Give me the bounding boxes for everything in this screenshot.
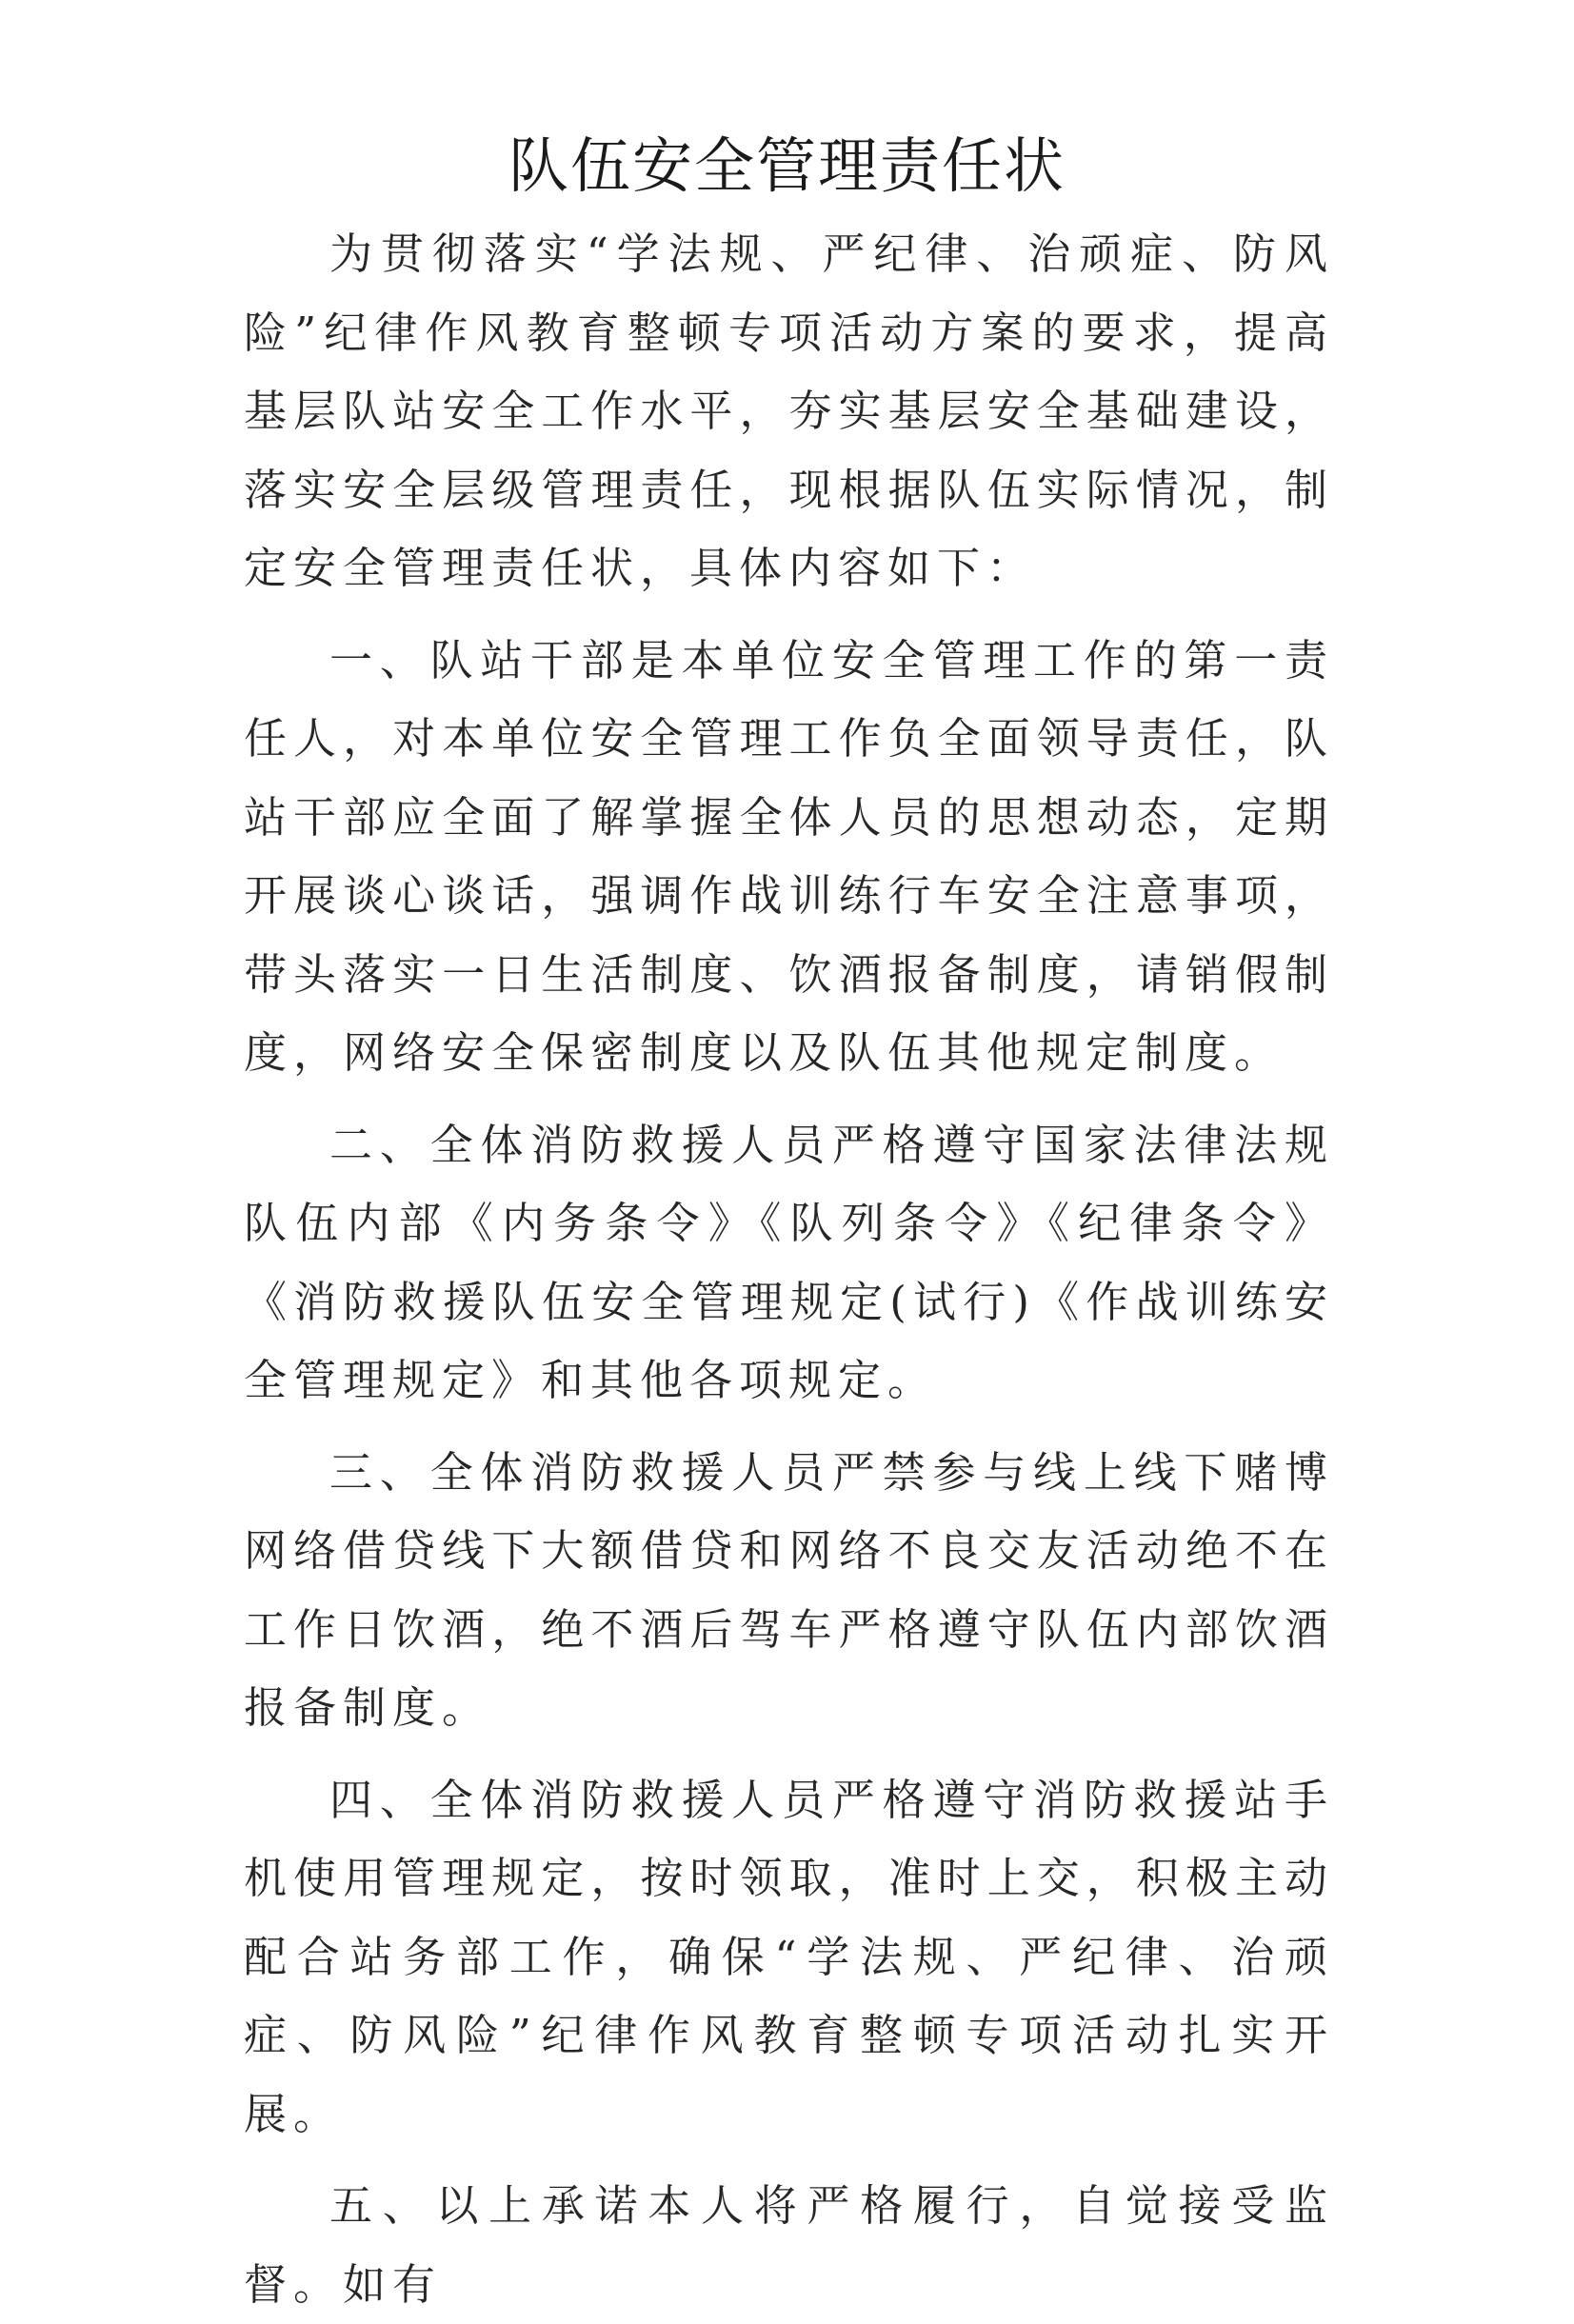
paragraph-item-1: 一、队站干部是本单位安全管理工作的第一责任人，对本单位安全管理工作负全面领导责任，队站干部应全面了解掌握全体人员的思想动态，定期开展谈心谈话，强调作战训练行车安全注意事项，带头落实一日生活制度、饮酒报备制度，请销假制度，网络安全保密制度以及队伍其他规定制度。 bbox=[244, 634, 1334, 1078]
paragraph-item-5: 五、以上承诺本人将严格履行，自觉接受监督。如有 bbox=[244, 2180, 1334, 2310]
document-title: 队伍安全管理责任状 bbox=[508, 131, 1066, 201]
paragraph-item-4: 四、全体消防救援人员严格遵守消防救援站手机使用管理规定，按时领取，准时上交，积极主动配合站务部工作，确保“学法规、严纪律、治顽症、防风险”纪律作风教育整顿专项活动扎实开展。 bbox=[244, 1774, 1334, 2139]
paragraph-item-3: 三、全体消防救援人员严禁参与线上线下赌博网络借贷线下大额借贷和网络不良交友活动绝不在工作日饮酒，绝不酒后驾车严格遵守队伍内部饮酒报备制度。 bbox=[244, 1446, 1334, 1733]
paragraph-item-2: 二、全体消防救援人员严格遵守国家法律法规队伍内部《内务条令》《队列条令》《纪律条令》《消防救援队伍安全管理规定(试行)《作战训练安全管理规定》和其他各项规定。 bbox=[244, 1119, 1334, 1405]
document-body bbox=[244, 215, 1334, 2324]
paragraph-intro: 为贯彻落实“学法规、严纪律、治顽症、防风险”纪律作风教育整顿专项活动方案的要求，提高基层队站安全工作水平，夯实基层安全基础建设，落实安全层级管理责任，现根据队伍实际情况，制定安全管理责任状，具体内容如下： bbox=[244, 228, 1334, 593]
